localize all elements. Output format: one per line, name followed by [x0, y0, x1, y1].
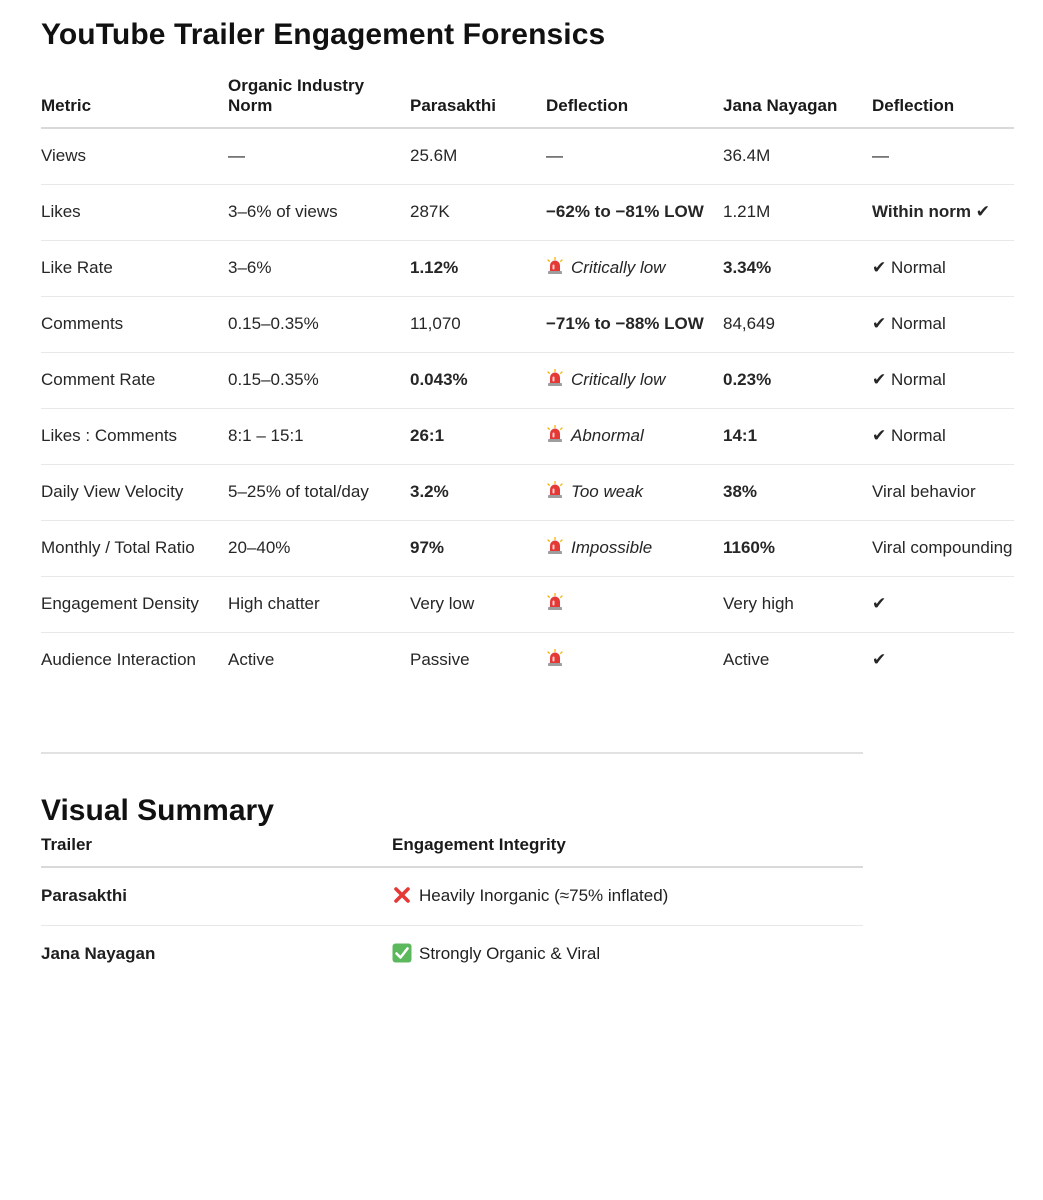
siren-icon [546, 481, 564, 499]
jana-nayagan-deflection: ✔ [872, 650, 887, 669]
deflection-text: Critically low [571, 370, 666, 389]
header-deflection-parasakthi: Deflection [546, 76, 723, 128]
norm-cell: Active [228, 650, 275, 669]
parasakthi-value: 26:1 [410, 409, 546, 465]
jana-nayagan-value: 0.23% [723, 353, 872, 409]
jana-nayagan-value: 14:1 [723, 409, 872, 465]
table-row [41, 353, 1014, 409]
header-deflection-jana-nayagan: Deflection [872, 76, 1014, 128]
parasakthi-value: Very low [410, 577, 546, 633]
parasakthi-deflection: −71% to −88% LOW [546, 297, 723, 353]
metric-cell: Engagement Density [41, 577, 228, 633]
norm-cell: 3–6% [228, 241, 410, 297]
parasakthi-value: 25.6M [410, 128, 546, 185]
jana-nayagan-deflection: Viral behavior [872, 465, 1014, 521]
deflection-text: Impossible [571, 538, 653, 557]
table-row [41, 633, 1014, 689]
table-row [41, 128, 1014, 185]
jana-nayagan-deflection: ✔ [872, 577, 1014, 633]
parasakthi-value: 97% [410, 521, 546, 577]
jana-nayagan-value: 3.34% [723, 241, 872, 297]
metric-cell: Like Rate [41, 241, 228, 297]
table-row [41, 521, 1014, 577]
norm-cell: 0.15–0.35% [228, 353, 410, 409]
metric-cell: Audience Interaction [41, 650, 196, 669]
parasakthi-deflection [546, 633, 723, 689]
table-row [41, 465, 1014, 521]
page-title: YouTube Trailer Engagement Forensics [41, 18, 606, 51]
parasakthi-deflection [546, 241, 723, 297]
jana-nayagan-value: 1160% [723, 521, 872, 577]
jana-nayagan-value: 38% [723, 465, 872, 521]
jana-nayagan-deflection: ✔ Normal [872, 409, 1014, 465]
deflection-text: Abnormal [571, 426, 644, 445]
table-row [41, 241, 1014, 297]
integrity-text: Heavily Inorganic (≈75% inflated) [419, 886, 669, 905]
parasakthi-value: 3.2% [410, 465, 546, 521]
parasakthi-deflection [546, 521, 723, 577]
cross-mark-icon [392, 885, 412, 905]
siren-icon [546, 369, 564, 387]
jana-nayagan-deflection: — [872, 128, 1014, 185]
jana-nayagan-value: 36.4M [723, 128, 872, 185]
parasakthi-value: 11,070 [410, 297, 546, 353]
parasakthi-deflection [546, 409, 723, 465]
metric-cell: Views [41, 128, 228, 185]
parasakthi-deflection [546, 577, 723, 633]
jana-nayagan-deflection: Viral compounding [872, 521, 1014, 577]
header-organic-norm: Organic Industry Norm [228, 76, 410, 128]
trailer-name: Jana Nayagan [41, 944, 156, 963]
norm-cell: 0.15–0.35% [228, 297, 410, 353]
parasakthi-value: 0.043% [410, 353, 546, 409]
header-jana-nayagan: Jana Nayagan [723, 76, 872, 128]
metric-cell: Daily View Velocity [41, 465, 228, 521]
header-engagement-integrity: Engagement Integrity [392, 834, 863, 867]
norm-cell: — [228, 128, 410, 185]
parasakthi-deflection: — [546, 128, 723, 185]
parasakthi-deflection: −62% to −81% LOW [546, 185, 723, 241]
jana-nayagan-value: Active [723, 650, 770, 669]
metric-cell: Monthly / Total Ratio [41, 521, 228, 577]
integrity-cell [392, 926, 863, 984]
norm-cell: 3–6% of views [228, 185, 410, 241]
norm-cell: 5–25% of total/day [228, 465, 410, 521]
table-row [41, 185, 1014, 241]
jana-nayagan-deflection: ✔ Normal [872, 353, 1014, 409]
norm-cell: 8:1 – 15:1 [228, 409, 410, 465]
trailer-name: Parasakthi [41, 867, 392, 926]
table-row [41, 867, 863, 926]
jana-nayagan-deflection: ✔ Normal [872, 297, 1014, 353]
norm-cell: High chatter [228, 577, 410, 633]
norm-cell: 20–40% [228, 521, 410, 577]
jana-nayagan-value: 1.21M [723, 185, 872, 241]
jana-nayagan-deflection: ✔ Normal [872, 241, 1014, 297]
table-row [41, 577, 1014, 633]
forensics-table [41, 76, 1014, 688]
metric-cell: Comments [41, 297, 228, 353]
metric-cell: Comment Rate [41, 353, 228, 409]
integrity-cell [392, 867, 863, 926]
section-title: Visual Summary [41, 794, 274, 827]
parasakthi-deflection [546, 353, 723, 409]
siren-icon [546, 537, 564, 555]
integrity-text: Strongly Organic & Viral [419, 944, 601, 963]
deflection-text: Critically low [571, 258, 666, 277]
header-metric: Metric [41, 76, 228, 128]
parasakthi-value: 287K [410, 185, 546, 241]
parasakthi-deflection [546, 465, 723, 521]
metric-cell: Likes : Comments [41, 409, 228, 465]
parasakthi-value: 1.12% [410, 241, 546, 297]
summary-header-row [41, 834, 863, 867]
summary-table [41, 834, 863, 983]
header-parasakthi: Parasakthi [410, 76, 546, 128]
table-row [41, 409, 1014, 465]
siren-icon [546, 649, 564, 667]
siren-icon [546, 425, 564, 443]
deflection-text: Too weak [571, 482, 644, 501]
table-header-row [41, 76, 1014, 128]
siren-icon [546, 593, 564, 611]
parasakthi-value: Passive [410, 650, 470, 669]
header-trailer: Trailer [41, 834, 392, 867]
jana-nayagan-value: 84,649 [723, 297, 872, 353]
jana-nayagan-deflection: Within norm ✔ [872, 185, 1014, 241]
siren-icon [546, 257, 564, 275]
check-mark-icon [392, 943, 412, 963]
metric-cell: Likes [41, 185, 228, 241]
jana-nayagan-value: Very high [723, 577, 872, 633]
table-row [41, 926, 863, 984]
table-row [41, 297, 1014, 353]
